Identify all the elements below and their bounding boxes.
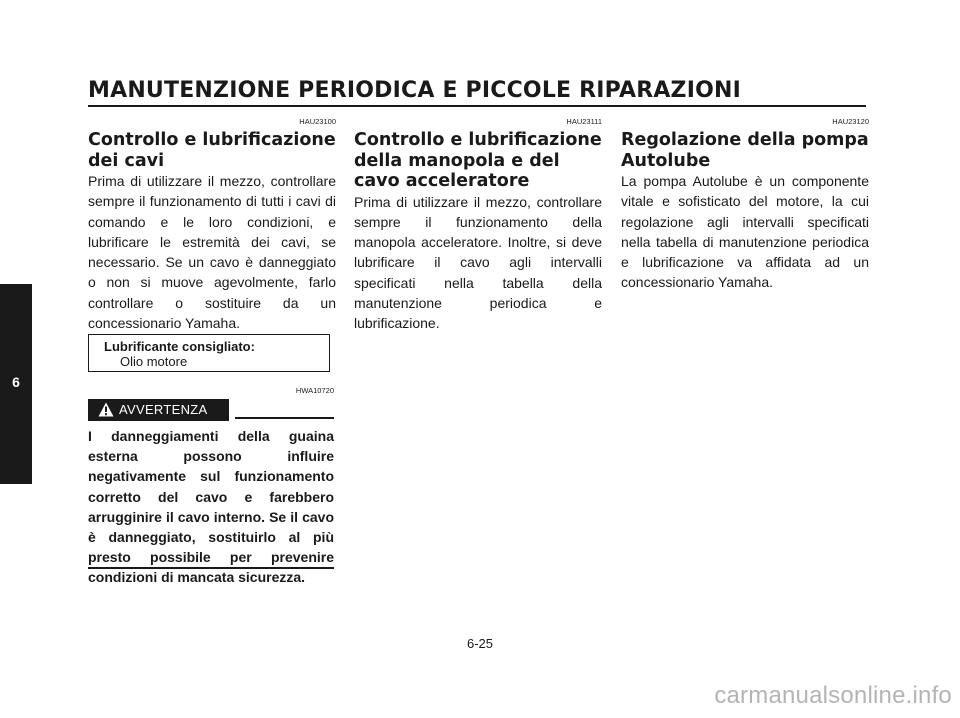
warning-text: I danneggiamenti della guaina esterna possono influire negativamente sul funzionamento corretto del cavo e farebbero arrugginire il cavo interno. Se il cavo è danneggiato, sostituirlo al più presto possibile per prevenire condizioni di mancata sicurezza.: [88, 428, 334, 586]
header-rule: [88, 105, 866, 107]
warning-label: AVVERTENZA: [119, 402, 208, 417]
section-body: Prima di utilizzare il mezzo, controllare sempre il funzionamento di tutti i cavi di comando e le loro condizioni, e lubrificare le estremità dei cavi, se necessario. Se un cavo è danneggiato o non si muove agevolmente, farlo controllare o sostituire da un concessionario Yamaha.: [88, 173, 336, 332]
section-body: La pompa Autolube è un componente vitale e sofisticato del motore, la cui regolazione agli intervalli specificati nella tabella di manutenzione periodica e lubrificazione va affidata ad un concessionario Yamaha.: [621, 173, 869, 291]
warning-badge: [88, 399, 229, 421]
section-title: Controllo e lubrificazione dei cavi: [88, 130, 336, 171]
lubricant-box: [88, 334, 330, 372]
warning-rule-top: [235, 417, 334, 419]
section-code: HAU23120: [832, 117, 869, 126]
page-header-title: MANUTENZIONE PERIODICA E PICCOLE RIPARAZIONI: [88, 78, 741, 103]
lubricant-title: Lubrificante consigliato:: [104, 339, 255, 354]
section-body: Prima di utilizzare il mezzo, controllare sempre il funzionamento della manopola acceleratore. Inoltre, si deve lubrificare il cavo agli intervalli specificati nella tabella della manutenzione periodica e lubrificazione.: [354, 193, 602, 332]
section-title: Regolazione della pompa Autolube: [621, 130, 869, 171]
lubricant-value: Olio motore: [120, 354, 188, 369]
section-title: Controllo e lubrificazione della manopola e del cavo acceleratore: [354, 130, 602, 191]
warning-rule-bottom: [88, 567, 334, 569]
section-cables: [88, 116, 336, 333]
warning-triangle-icon: [98, 402, 114, 417]
section-code: HAU23100: [299, 117, 336, 126]
watermark: carmanualsonline.info: [714, 682, 952, 709]
section-code: HAU23111: [566, 117, 602, 126]
chapter-tab-number: 6: [12, 374, 20, 390]
section-autolube: [621, 116, 869, 293]
page-number: 6-25: [466, 636, 494, 651]
warning-code: HWA10720: [295, 386, 334, 395]
section-throttle: [354, 116, 602, 334]
